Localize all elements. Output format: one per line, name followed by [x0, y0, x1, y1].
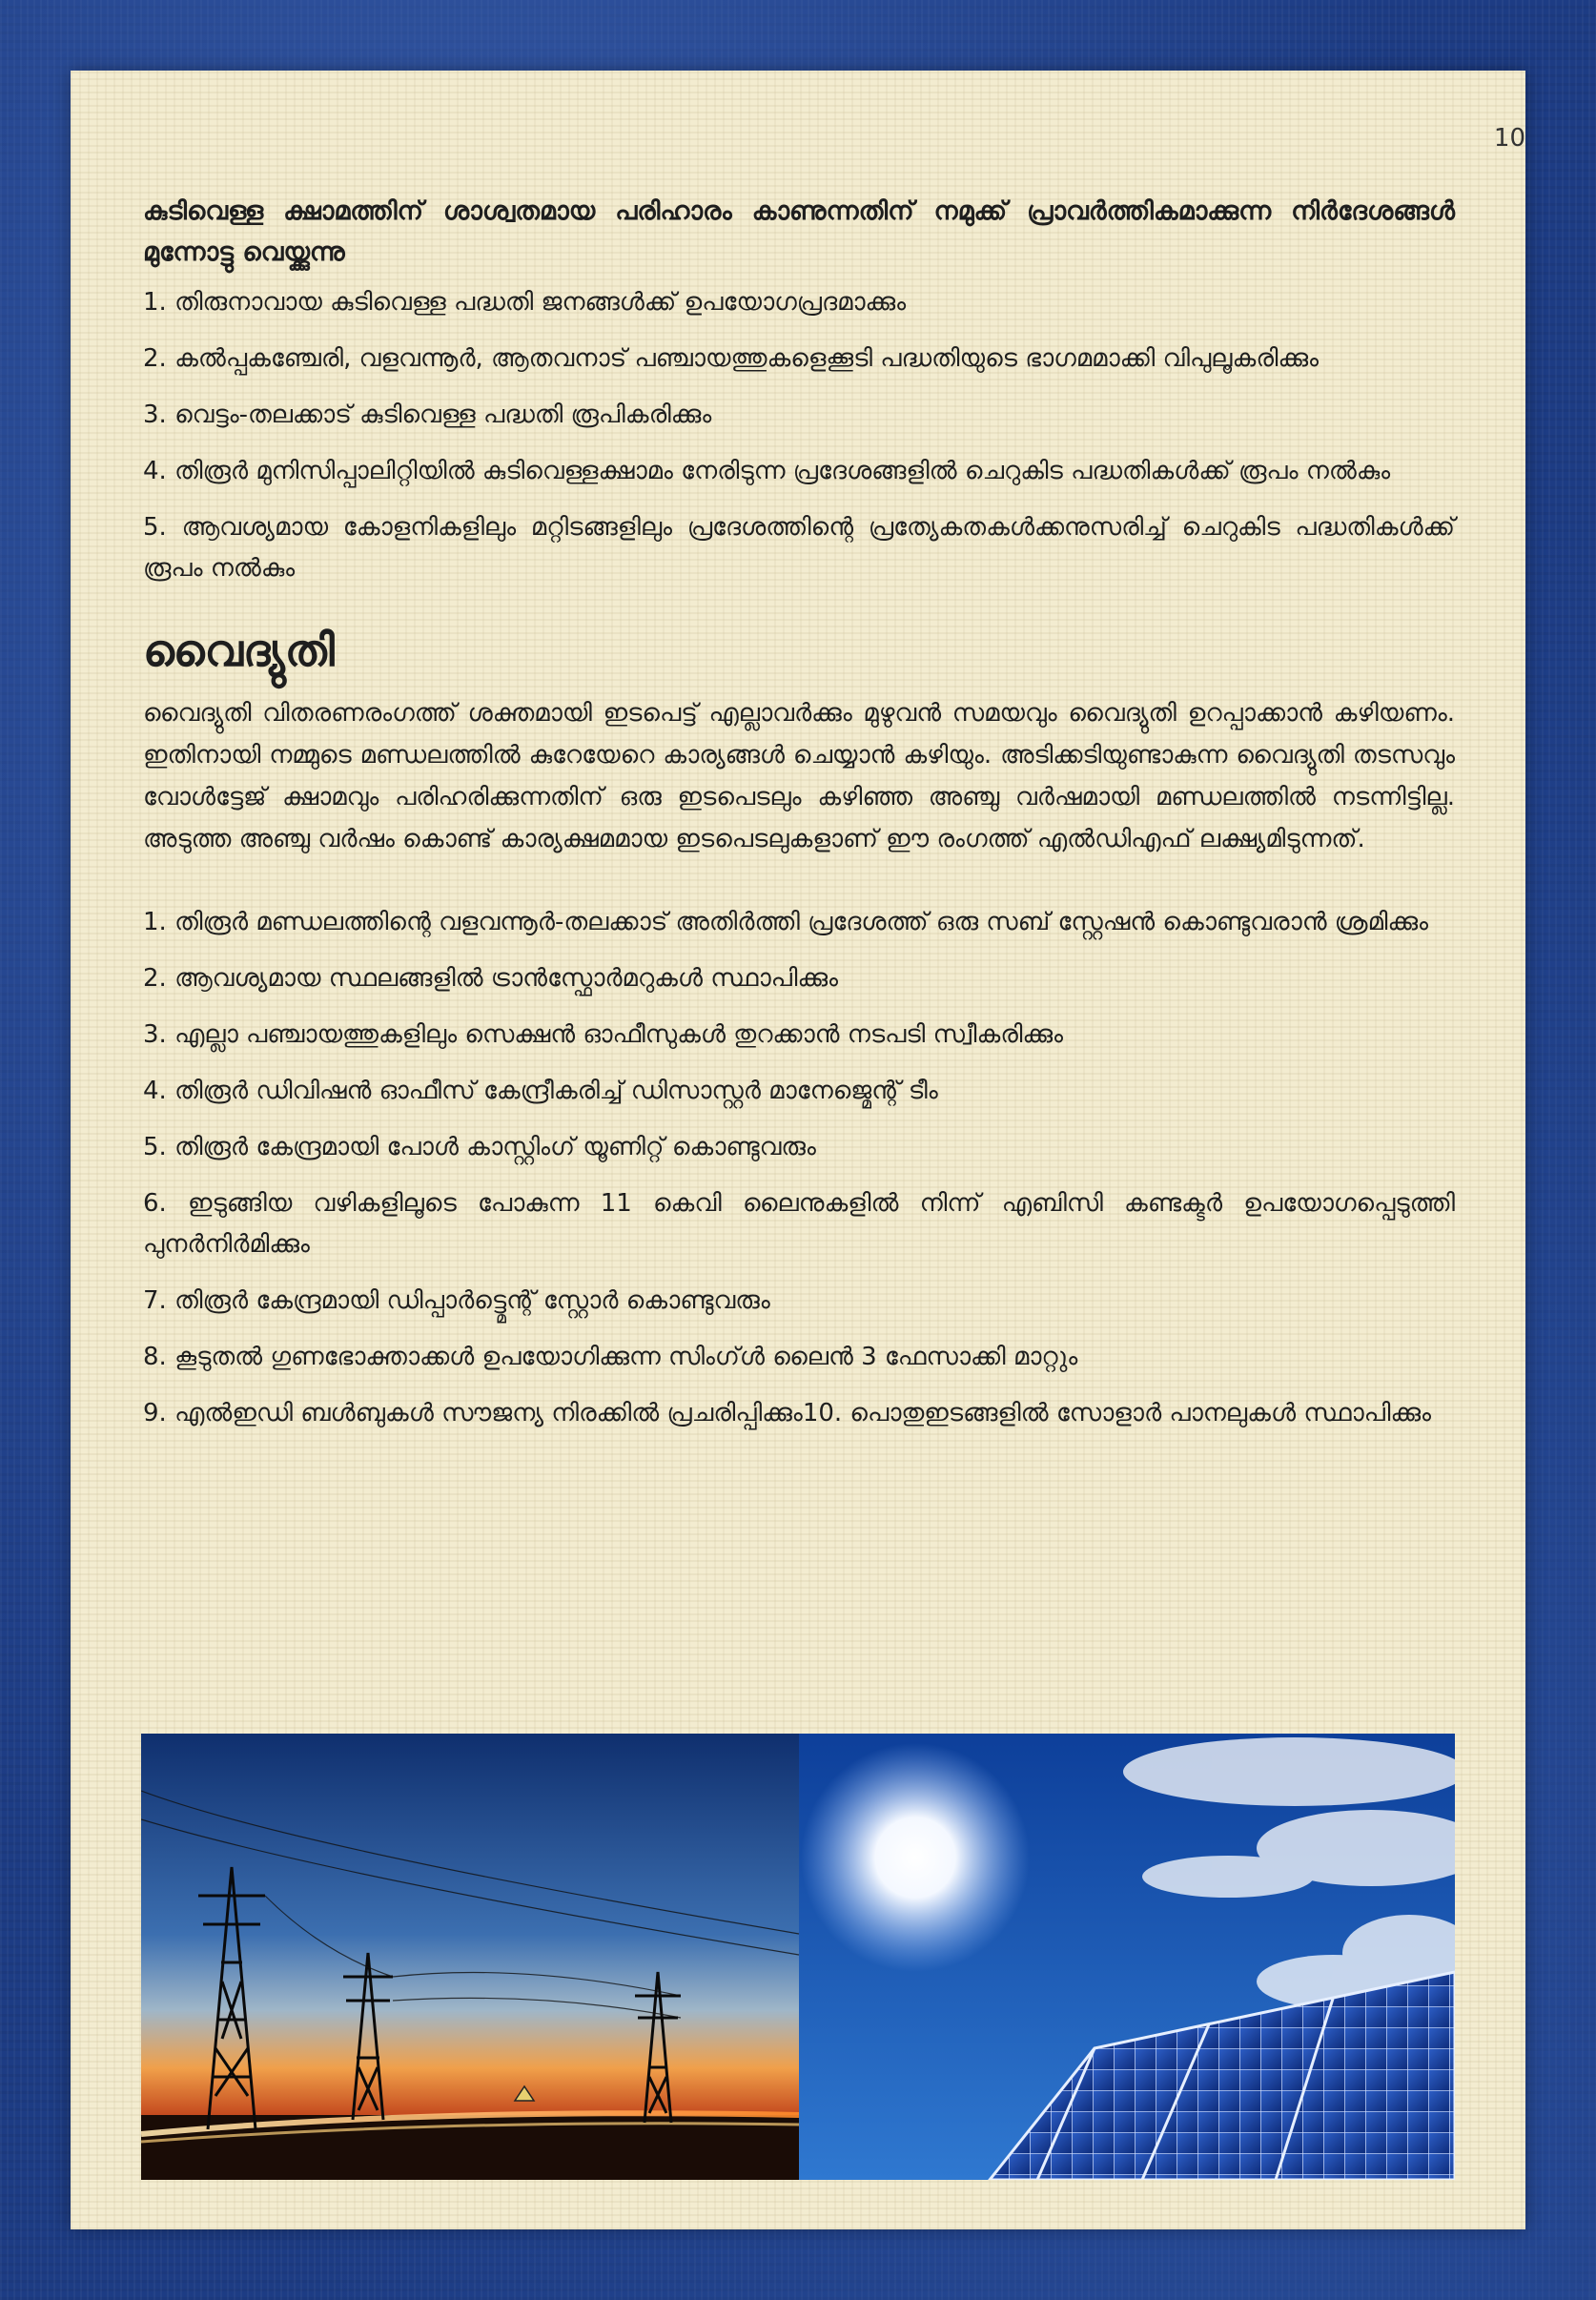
electricity-list [143, 902, 1455, 1434]
water-list [143, 282, 1455, 589]
page-content [143, 191, 1455, 1449]
water-item-1: 1. തിരുനാവായ കുടിവെള്ള പദ്ധതി ജനങ്ങൾക്ക് ഉപയോഗപ്രദമാക്കും [143, 288, 907, 317]
water-item-3: 3. വെട്ടം-തലക്കാട് കുടിവെള്ള പദ്ധതി രൂപികരിക്കും [143, 400, 712, 429]
water-item-2: 2. കൽപ്പകഞ്ചേരി, വളവന്നൂർ, ആതവനാട് പഞ്ചായത്തുകളെക്കൂടി പദ്ധതിയുടെ ഭാഗമമാക്കി വിപുലൂകരിക്കും [143, 344, 1320, 373]
water-item-4: 4. തിരൂർ മുനിസിപ്പാലിറ്റിയിൽ കുടിവെള്ളക്ഷാമം നേരിടുന്ന പ്രദേശങ്ങളിൽ ചെറുകിട പദ്ധതികൾക്ക് രൂപം നൽകും [143, 457, 1391, 485]
electricity-item-9: 9. എൽഇഡി ബൾബുകൾ സൗജന്യ നിരക്കിൽ പ്രചരിപ്പിക്കും10. പൊതുഇടങ്ങളിൽ സോളാർ പാനലുകൾ സ്ഥാപിക്കും [143, 1399, 1432, 1427]
solar-panel-photo [799, 1734, 1455, 2180]
electricity-item-2: 2. ആവശ്യമായ സ്ഥലങ്ങളിൽ ട്രാൻസ്ഫോർമറുകൾ സ്ഥാപിക്കും [143, 964, 839, 993]
electricity-item-6: 6. ഇടുങ്ങിയ വഴികളിലൂടെ പോകുന്ന 11 കെവി ലൈനുകളിൽ നിന്ന് എബിസി കണ്ടക്ടർ ഉപയോഗപ്പെടുത്തി പുനർനിർമിക്കും [143, 1189, 1455, 1259]
electricity-item-3: 3. എല്ലാ പഞ്ചായത്തുകളിലും സെക്ഷൻ ഓഫീസുകൾ തുറക്കാൻ നടപടി സ്വീകരിക്കും [143, 1020, 1064, 1049]
electricity-heading: വൈദ്യുതി [143, 625, 335, 676]
water-intro: കുടിവെള്ള ക്ഷാമത്തിന് ശാശ്വതമായ പരിഹാരം കാണുന്നതിന് നമുക്ക് പ്രാവർത്തികമാക്കുന്ന നിർദേശങ്ങൾ മുന്നോട്ടു വെയ്ക്കുന്നു [143, 196, 1455, 267]
power-tower-photo [141, 1734, 799, 2180]
electricity-item-4: 4. തിരൂർ ഡിവിഷൻ ഓഫീസ് കേന്ദ്രീകരിച്ച് ഡിസാസ്റ്റർ മാനേജ്മെന്റ് ടീം [143, 1077, 938, 1105]
electricity-paragraph: വൈദ്യുതി വിതരണരംഗത്ത് ശക്തമായി ഇടപെട്ട് എല്ലാവർക്കും മുഴുവൻ സമയവും വൈദ്യുതി ഉറപ്പാക്കാൻ കഴിയണം. ഇതിനായി നമ്മുടെ മണ്ഡലത്തിൽ കുറേയേറെ കാര്യങ്ങൾ ചെയ്യാൻ കഴിയും. അടിക്കടിയുണ്ടാകുന്ന വൈദ്യുതി തടസവും വോൾട്ടേജ് ക്ഷാമവും പരിഹരിക്കുന്നതിന് ഒരു ഇടപെടലും കഴിഞ്ഞ അഞ്ചു വർഷമായി മണ്ഡലത്തിൽ നടന്നിട്ടില്ല. അടുത്ത അഞ്ചു വർഷം കൊണ്ട് കാര്യക്ഷമമായ ഇടപെടലുകളാണ് ഈ രംഗത്ത് എൽഡിഎഫ് ലക്ഷ്യമിടുന്നത്. [143, 699, 1455, 853]
electricity-item-8: 8. കൂടുതൽ ഗുണഭോക്താക്കൾ ഉപയോഗിക്കുന്ന സിംഗ്ൾ ലൈൻ 3 ഫേസാക്കി മാറ്റും [143, 1343, 1078, 1371]
electricity-item-1: 1. തിരൂർ മണ്ഡലത്തിന്റെ വളവന്നൂർ-തലക്കാട് അതിർത്തി പ്രദേശത്ത് ഒരു സബ് സ്റ്റേഷൻ കൊണ്ടുവരാൻ ശ്രമിക്കും [143, 908, 1429, 936]
electricity-item-5: 5. തിരൂർ കേന്ദ്രമായി പോൾ കാസ്റ്റിംഗ് യൂണിറ്റ് കൊണ്ടുവരും [143, 1133, 816, 1161]
photo-strip [141, 1734, 1455, 2180]
electricity-item-7: 7. തിരൂർ കേന്ദ്രമായി ഡിപ്പാർട്ട്മെന്റ് സ്റ്റോർ കൊണ്ടുവരും [143, 1286, 770, 1315]
water-item-5: 5. ആവശ്യമായ കോളനികളിലും മറ്റിടങ്ങളിലും പ്രദേശത്തിന്റെ പ്രത്യേകതകൾക്കനുസരിച്ച് ചെറുകിട പദ്ധതികൾക്ക് രൂപം നൽകും [143, 513, 1455, 583]
page-number: 10 [1493, 124, 1525, 153]
